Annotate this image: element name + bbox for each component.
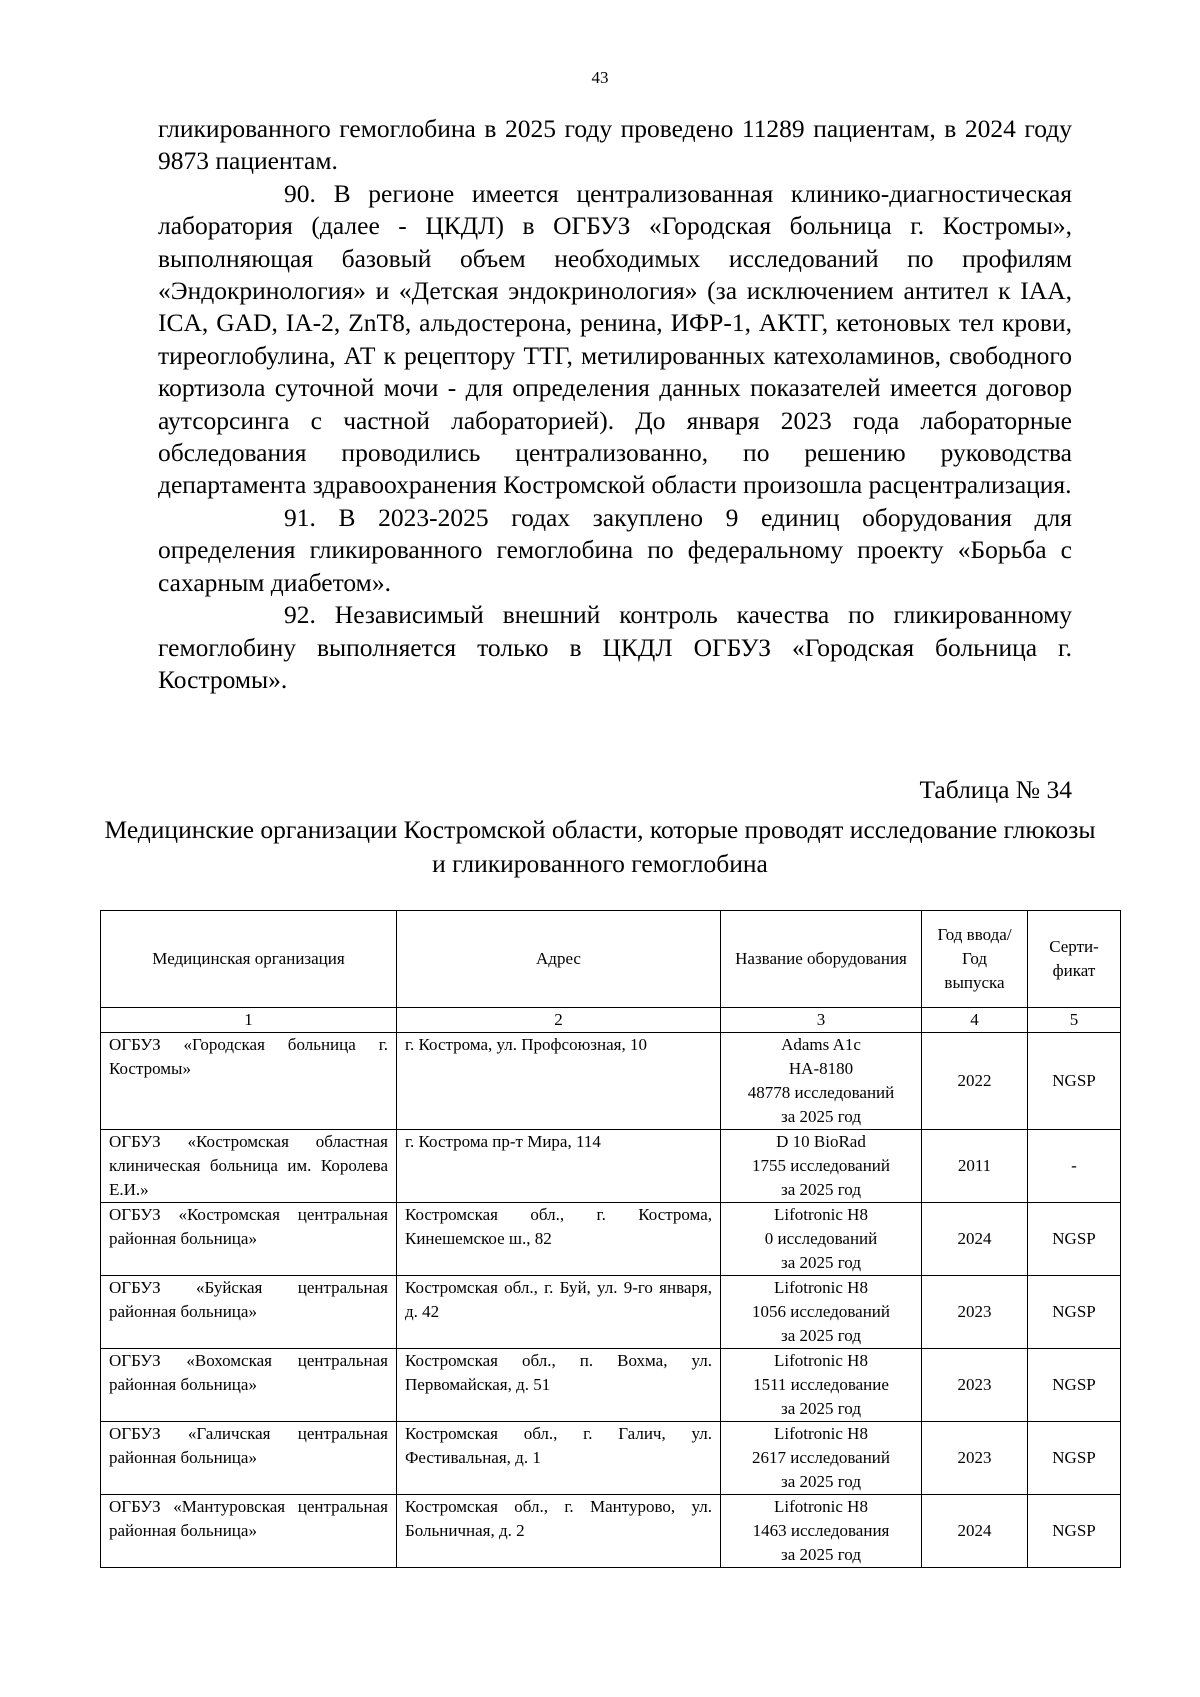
year-cell: 2023: [922, 1422, 1028, 1495]
equipment-line: D 10 BioRad: [776, 1132, 866, 1151]
equipment-cell: [721, 1422, 922, 1495]
table-row: [101, 1349, 1121, 1422]
equipment-cell: [721, 1203, 922, 1276]
year-cell: 2024: [922, 1495, 1028, 1568]
certificate-cell: NGSP: [1028, 1422, 1121, 1495]
paragraph: 90. В регионе имеется централизованная клинико-диагностическая лаборатория (далее - ЦКДЛ) в ОГБУЗ «Городская больница г. Костромы», выполняющая базовый объем необходимых исследований по профилям «Эндокринология» и «Детская эндокринология» (за исключением антител к IAA, ICA, GAD, IA-2, ZnT8, альдостерона, ренина, ИФР-1, АКТГ, кетоновых тел крови, тиреоглобулина, АТ к рецептору ТТГ, метилированных катехоламинов, свободного кортизола суточной мочи - для определения данных показателей имеется договор аутсорсинга с частной лабораторией). До января 2023 года лабораторные обследования проводились централизованно, по решению руководства департамента здравоохранения Костромской области произошла расцентрализация.: [158, 178, 1072, 500]
equipment-cell: [721, 1349, 922, 1422]
equipment-line: за 2025 год: [781, 1326, 861, 1345]
certificate-cell: NGSP: [1028, 1495, 1121, 1568]
equipment-line: за 2025 год: [781, 1545, 861, 1564]
equipment-line: 1463 исследования: [752, 1521, 890, 1540]
equipment-line: 1511 исследование: [753, 1375, 889, 1394]
address-cell: Костромская обл., г. Мантурово, ул. Больничная, д. 2: [397, 1495, 721, 1568]
org-cell: ОГБУЗ «Городская больница г. Костромы»: [101, 1033, 397, 1130]
equipment-line: Lifotronic H8: [774, 1351, 868, 1370]
year-cell: 2023: [922, 1349, 1028, 1422]
certificate-cell: NGSP: [1028, 1349, 1121, 1422]
table-row: [101, 1130, 1121, 1203]
equipment-line: 48778 исследований: [747, 1083, 895, 1102]
address-cell: г. Кострома, ул. Профсоюзная, 10: [397, 1033, 721, 1130]
org-cell: ОГБУЗ «Галичская центральная районная больница»: [101, 1422, 397, 1495]
table-row: [101, 1203, 1121, 1276]
column-number: 1: [101, 1008, 397, 1033]
certificate-cell: -: [1028, 1130, 1121, 1203]
column-number: 4: [922, 1008, 1028, 1033]
address-cell: Костромская обл., п. Вохма, ул. Первомайская, д. 51: [397, 1349, 721, 1422]
certificate-cell: NGSP: [1028, 1033, 1121, 1130]
header-cell: Медицинская организация: [101, 911, 397, 1008]
table-row: [101, 1033, 1121, 1130]
table-row: [101, 1495, 1121, 1568]
paragraph: гликированного гемоглобина в 2025 году проведено 11289 пациентам, в 2024 году 9873 пациентам.: [158, 114, 1072, 176]
equipment-line: Lifotronic H8: [774, 1278, 868, 1297]
equipment-line: Lifotronic H8: [774, 1497, 868, 1516]
table-row: [101, 1422, 1121, 1495]
equipment-line: за 2025 год: [781, 1107, 861, 1126]
address-cell: г. Кострома пр-т Мира, 114: [397, 1130, 721, 1203]
address-cell: Костромская обл., г. Кострома, Кинешемское ш., 82: [397, 1203, 721, 1276]
organizations-table: [100, 910, 1121, 1568]
paragraph: 92. Независимый внешний контроль качества по гликированному гемоглобину выполняется только в ЦКДЛ ОГБУЗ «Городская больница г. Костромы».: [158, 600, 1072, 694]
year-cell: 2023: [922, 1276, 1028, 1349]
equipment-line: HA-8180: [788, 1059, 854, 1078]
equipment-line: за 2025 год: [781, 1253, 861, 1272]
equipment-line: за 2025 год: [781, 1399, 861, 1418]
address-cell: Костромская обл., г. Галич, ул. Фестивальная, д. 1: [397, 1422, 721, 1495]
certificate-cell: NGSP: [1028, 1276, 1121, 1349]
header-cell: Серти-фикат: [1028, 911, 1121, 1008]
equipment-cell: [721, 1033, 922, 1130]
equipment-line: 1056 исследований: [751, 1302, 891, 1321]
equipment-cell: [721, 1495, 922, 1568]
header-cell: Год ввода/ Год выпуска: [922, 911, 1028, 1008]
equipment-cell: [721, 1130, 922, 1203]
equipment-line: Lifotronic H8: [774, 1424, 868, 1443]
header-cell: Название оборудования: [721, 911, 922, 1008]
header-cell: Адрес: [397, 911, 721, 1008]
org-cell: ОГБУЗ «Костромская центральная районная больница»: [101, 1203, 397, 1276]
equipment-line: за 2025 год: [781, 1472, 861, 1491]
org-cell: ОГБУЗ «Костромская областная клиническая больница им. Королева Е.И.»: [101, 1130, 397, 1203]
year-cell: 2011: [922, 1130, 1028, 1203]
paragraph: 91. В 2023-2025 годах закуплено 9 единиц оборудования для определения гликированного гемоглобина по федеральному проекту «Борьба с сахарным диабетом».: [158, 502, 1072, 597]
table-row: [101, 1276, 1121, 1349]
column-number: 3: [721, 1008, 922, 1033]
column-numbers-row: [101, 1008, 1121, 1033]
org-cell: ОГБУЗ «Вохомская центральная районная больница»: [101, 1349, 397, 1422]
table-number: Таблица № 34: [919, 775, 1072, 804]
org-cell: ОГБУЗ «Мантуровская центральная районная больница»: [101, 1495, 397, 1568]
address-cell: Костромская обл., г. Буй, ул. 9-го января, д. 42: [397, 1276, 721, 1349]
column-number: 2: [397, 1008, 721, 1033]
equipment-line: 0 исследований: [764, 1229, 878, 1248]
equipment-line: Lifotronic H8: [774, 1205, 868, 1224]
equipment-line: 1755 исследований: [751, 1156, 891, 1175]
year-cell: 2022: [922, 1033, 1028, 1130]
certificate-cell: NGSP: [1028, 1203, 1121, 1276]
page-number: 43: [591, 68, 609, 87]
table-title: Медицинские организации Костромской области, которые проводят исследование глюкозы и гликированного гемоглобина: [104, 815, 1096, 878]
column-number: 5: [1028, 1008, 1121, 1033]
equipment-line: Adams A1c: [781, 1035, 861, 1054]
table-header-row: [101, 911, 1121, 1008]
equipment-line: за 2025 год: [781, 1180, 861, 1199]
year-cell: 2024: [922, 1203, 1028, 1276]
body-text: [158, 113, 1072, 696]
org-cell: ОГБУЗ «Буйская центральная районная больница»: [101, 1276, 397, 1349]
equipment-line: 2617 исследований: [751, 1448, 891, 1467]
equipment-cell: [721, 1276, 922, 1349]
